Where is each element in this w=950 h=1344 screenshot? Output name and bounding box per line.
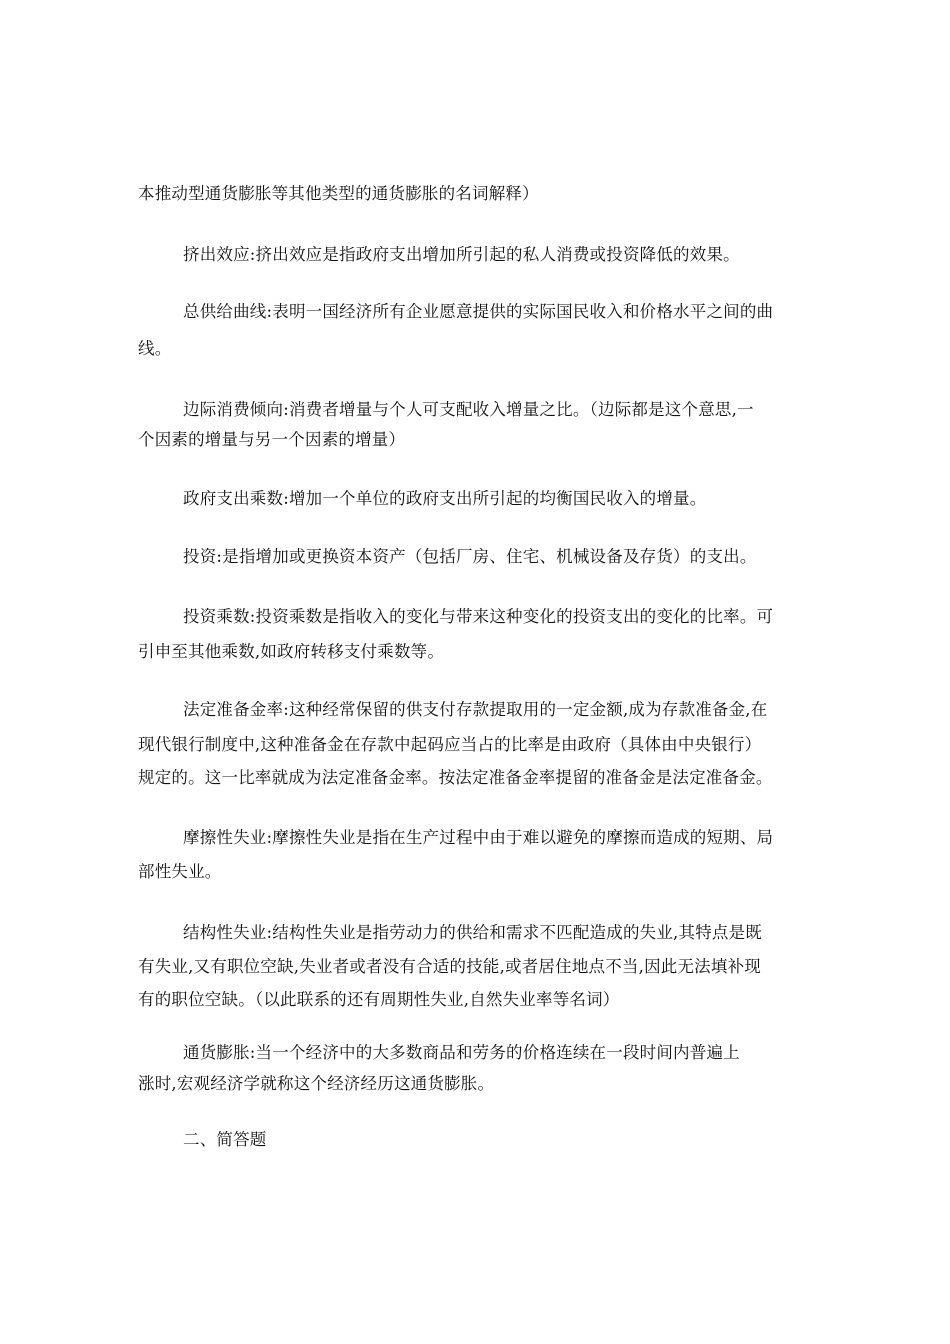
term-aggregate-supply-line-1: 总供给曲线:表明一国经济所有企业愿意提供的实际国民收入和价格水平之间的曲	[183, 302, 774, 321]
term-reserve-ratio-line-3: 规定的。这一比率就成为法定准备金率。按法定准备金率提留的准备金是法定准备金。	[138, 768, 773, 787]
term-mpc-line-1: 边际消费倾向:消费者增量与个人可支配收入增量之比。（边际都是这个意思,一	[183, 400, 754, 419]
term-reserve-ratio-line-2: 现代银行制度中,这种准备金在存款中起码应当占的比率是由政府（具体由中央银行）	[138, 735, 762, 754]
term-structural-unemployment-line-2: 有失业,又有职位空缺,失业者或者没有合适的技能,或者居住地点不当,因此无法填补现	[138, 957, 761, 976]
term-investment-multiplier-line-2: 引申至其他乘数,如政府转移支付乘数等。	[138, 642, 445, 661]
term-investment-line: 投资:是指增加或更换资本资产（包括厂房、住宅、机械设备及存货）的支出。	[183, 547, 757, 566]
term-inflation-line-2: 涨时,宏观经济学就称这个经济经历这通货膨胀。	[138, 1074, 495, 1093]
term-structural-unemployment-line-3: 有的职位空缺。（以此联系的还有周期性失业,自然失业率等名词）	[138, 990, 620, 1009]
term-government-multiplier-line: 政府支出乘数:增加一个单位的政府支出所引起的均衡国民收入的增量。	[183, 489, 707, 508]
term-reserve-ratio-line-1: 法定准备金率:这种经常保留的供支付存款提取用的一定金额,成为存款准备金,在	[183, 700, 768, 719]
term-investment-multiplier-line-1: 投资乘数:投资乘数是指收入的变化与带来这种变化的投资支出的变化的比率。可	[183, 607, 774, 626]
term-aggregate-supply-line-2: 线。	[138, 339, 172, 358]
term-frictional-unemployment-line-2: 部性失业。	[138, 862, 222, 881]
text-line-continuation: 本推动型通货膨胀等其他类型的通货膨胀的名词解释）	[138, 184, 539, 203]
term-frictional-unemployment-line-1: 摩擦性失业:摩擦性失业是指在生产过程中由于难以避免的摩擦而造成的短期、局	[183, 828, 774, 847]
section-heading-short-answer: 二、简答题	[183, 1130, 267, 1149]
term-crowding-out-line: 挤出效应:挤出效应是指政府支出增加所引起的私人消费或投资降低的效果。	[183, 245, 740, 264]
term-inflation-line-1: 通货膨胀:当一个经济中的大多数商品和劳务的价格连续在一段时间内普遍上	[183, 1043, 740, 1062]
term-mpc-line-2: 个因素的增量与另一个因素的增量）	[138, 430, 406, 449]
term-structural-unemployment-line-1: 结构性失业:结构性失业是指劳动力的供给和需求不匹配造成的失业,其特点是既	[183, 923, 763, 942]
